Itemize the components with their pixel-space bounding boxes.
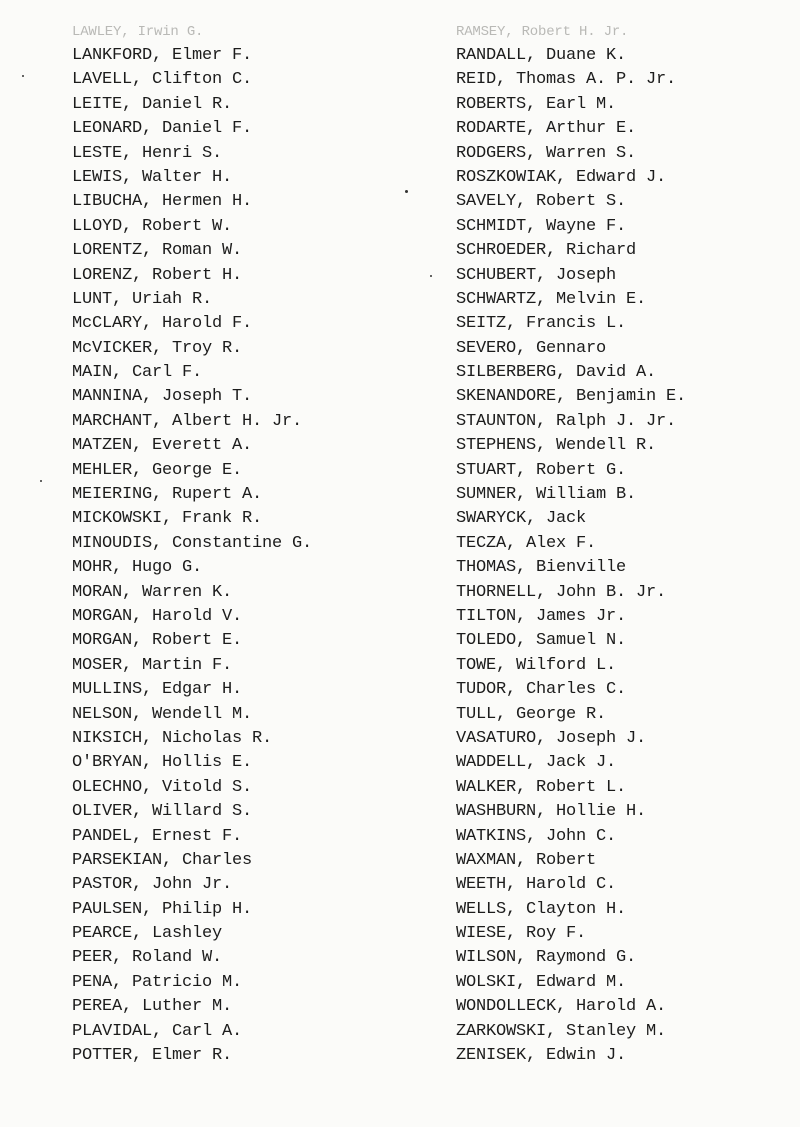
right-name-entry: TILTON, James Jr. [456, 606, 627, 626]
left-name-entry: LUNT, Uriah R. [72, 289, 213, 309]
left-name-entry: LEONARD, Daniel F. [72, 119, 253, 139]
right-name-entry: RANDALL, Duane K. [456, 46, 627, 65]
right-name-entry: WONDOLLECK, Harold A. [456, 997, 667, 1017]
left-name-entry: MOHR, Hugo G. [72, 558, 203, 578]
right-name-entry: STUART, Robert G. [456, 460, 627, 480]
right-name-entry: RODGERS, Warren S. [456, 143, 637, 163]
left-name-entry: PENA, Patricio M. [72, 972, 243, 992]
right-name-entry: SCHMIDT, Wayne F. [456, 216, 627, 236]
right-name-entry: SCHWARTZ, Melvin E. [456, 289, 647, 309]
right-name-entry: SCHUBERT, Joseph [456, 265, 617, 285]
right-name-entry: WAXMAN, Robert [456, 850, 597, 870]
left-name-entry: LORENZ, Robert H. [72, 265, 243, 285]
right-name-entry: ZENISEK, Edwin J. [456, 1046, 627, 1066]
left-name-column [72, 22, 442, 1068]
left-name-entry: McVICKER, Troy R. [72, 338, 243, 358]
left-name-entry: NIKSICH, Nicholas R. [72, 728, 273, 748]
left-name-entry: O'BRYAN, Hollis E. [72, 753, 253, 773]
left-name-entry: MATZEN, Everett A. [72, 436, 253, 456]
right-name-entry: TOLEDO, Samuel N. [456, 631, 627, 651]
left-name-entry: MORGAN, Harold V. [72, 606, 243, 626]
left-name-entry: MICKOWSKI, Frank R. [72, 509, 263, 529]
right-name-entry: STAUNTON, Ralph J. Jr. [456, 411, 677, 431]
right-name-entry: ROBERTS, Earl M. [456, 94, 617, 114]
right-name-entry: SAVELY, Robert S. [456, 192, 627, 212]
right-name-entry: SEVERO, Gennaro [456, 338, 607, 358]
left-name-entry: MINOUDIS, Constantine G. [72, 533, 313, 553]
left-name-entry: PAULSEN, Philip H. [72, 899, 253, 919]
right-name-entry: VASATURO, Joseph J. [456, 728, 647, 748]
left-name-entry: OLECHNO, Vitold S. [72, 777, 253, 797]
left-name-entry: MULLINS, Edgar H. [72, 680, 243, 700]
right-name-entry: TOWE, Wilford L. [456, 655, 617, 675]
right-name-entry: TULL, George R. [456, 704, 607, 724]
left-name-entry: PLAVIDAL, Carl A. [72, 1021, 243, 1041]
right-name-entry: TECZA, Alex F. [456, 533, 597, 553]
left-name-entry: MORGAN, Robert E. [72, 631, 243, 651]
left-name-entry: LAWLEY, Irwin G. [72, 24, 204, 40]
left-name-entry: MORAN, Warren K. [72, 582, 233, 602]
ink-speck [40, 480, 42, 482]
left-name-entry: OLIVER, Willard S. [72, 802, 253, 822]
right-name-entry: WASHBURN, Hollie H. [456, 802, 647, 822]
right-name-entry: SCHROEDER, Richard [456, 241, 637, 261]
left-name-entry: McCLARY, Harold F. [72, 314, 253, 334]
right-name-entry: RAMSEY, Robert H. Jr. [456, 24, 629, 40]
left-name-entry: MANNINA, Joseph T. [72, 387, 253, 407]
right-name-entry: SEITZ, Francis L. [456, 314, 627, 334]
left-name-entry: MAIN, Carl F. [72, 363, 203, 383]
left-name-entry: PASTOR, John Jr. [72, 875, 233, 895]
right-name-entry: REID, Thomas A. P. Jr. [456, 70, 677, 90]
ink-speck [405, 190, 408, 193]
right-name-entry: SUMNER, William B. [456, 485, 637, 505]
left-name-entry: PEARCE, Lashley [72, 924, 223, 944]
left-name-entry: PANDEL, Ernest F. [72, 826, 243, 846]
left-name-entry: POTTER, Elmer R. [72, 1046, 233, 1066]
right-name-entry: WOLSKI, Edward M. [456, 972, 627, 992]
left-name-entry: LANKFORD, Elmer F. [72, 46, 253, 65]
left-name-entry: LIBUCHA, Hermen H. [72, 192, 253, 212]
left-name-entry: LEWIS, Walter H. [72, 167, 233, 187]
left-name-entry: MEHLER, George E. [72, 460, 243, 480]
right-name-entry: ZARKOWSKI, Stanley M. [456, 1021, 667, 1041]
left-name-entry: NELSON, Wendell M. [72, 704, 253, 724]
right-name-entry: STEPHENS, Wendell R. [456, 436, 657, 456]
right-name-entry: TUDOR, Charles C. [456, 680, 627, 700]
left-name-entry: MARCHANT, Albert H. Jr. [72, 411, 303, 431]
right-name-entry: WIESE, Roy F. [456, 924, 587, 944]
left-name-entry: PEREA, Luther M. [72, 997, 233, 1017]
right-name-entry: RODARTE, Arthur E. [456, 119, 637, 139]
right-name-entry: WALKER, Robert L. [456, 777, 627, 797]
right-name-entry: WADDELL, Jack J. [456, 753, 617, 773]
left-name-entry: LAVELL, Clifton C. [72, 70, 253, 90]
right-name-entry: WILSON, Raymond G. [456, 948, 637, 968]
right-name-column [456, 22, 786, 1068]
left-name-entry: LEITE, Daniel R. [72, 94, 233, 114]
right-name-entry: WATKINS, John C. [456, 826, 617, 846]
ink-speck [430, 275, 432, 277]
right-name-entry: WELLS, Clayton H. [456, 899, 627, 919]
right-name-entry: THORNELL, John B. Jr. [456, 582, 667, 602]
right-name-entry: SWARYCK, Jack [456, 509, 587, 529]
left-name-entry: LESTE, Henri S. [72, 143, 223, 163]
left-name-entry: MEIERING, Rupert A. [72, 485, 263, 505]
right-name-entry: THOMAS, Bienville [456, 558, 627, 578]
left-name-entry: LLOYD, Robert W. [72, 216, 233, 236]
ink-speck [22, 75, 24, 77]
left-name-entry: LORENTZ, Roman W. [72, 241, 243, 261]
left-name-entry: PARSEKIAN, Charles [72, 850, 253, 870]
left-name-entry: PEER, Roland W. [72, 948, 223, 968]
right-name-entry: SILBERBERG, David A. [456, 363, 657, 383]
right-name-entry: WEETH, Harold C. [456, 875, 617, 895]
left-name-entry: MOSER, Martin F. [72, 655, 233, 675]
right-name-entry: SKENANDORE, Benjamin E. [456, 387, 687, 407]
right-name-entry: ROSZKOWIAK, Edward J. [456, 167, 667, 187]
